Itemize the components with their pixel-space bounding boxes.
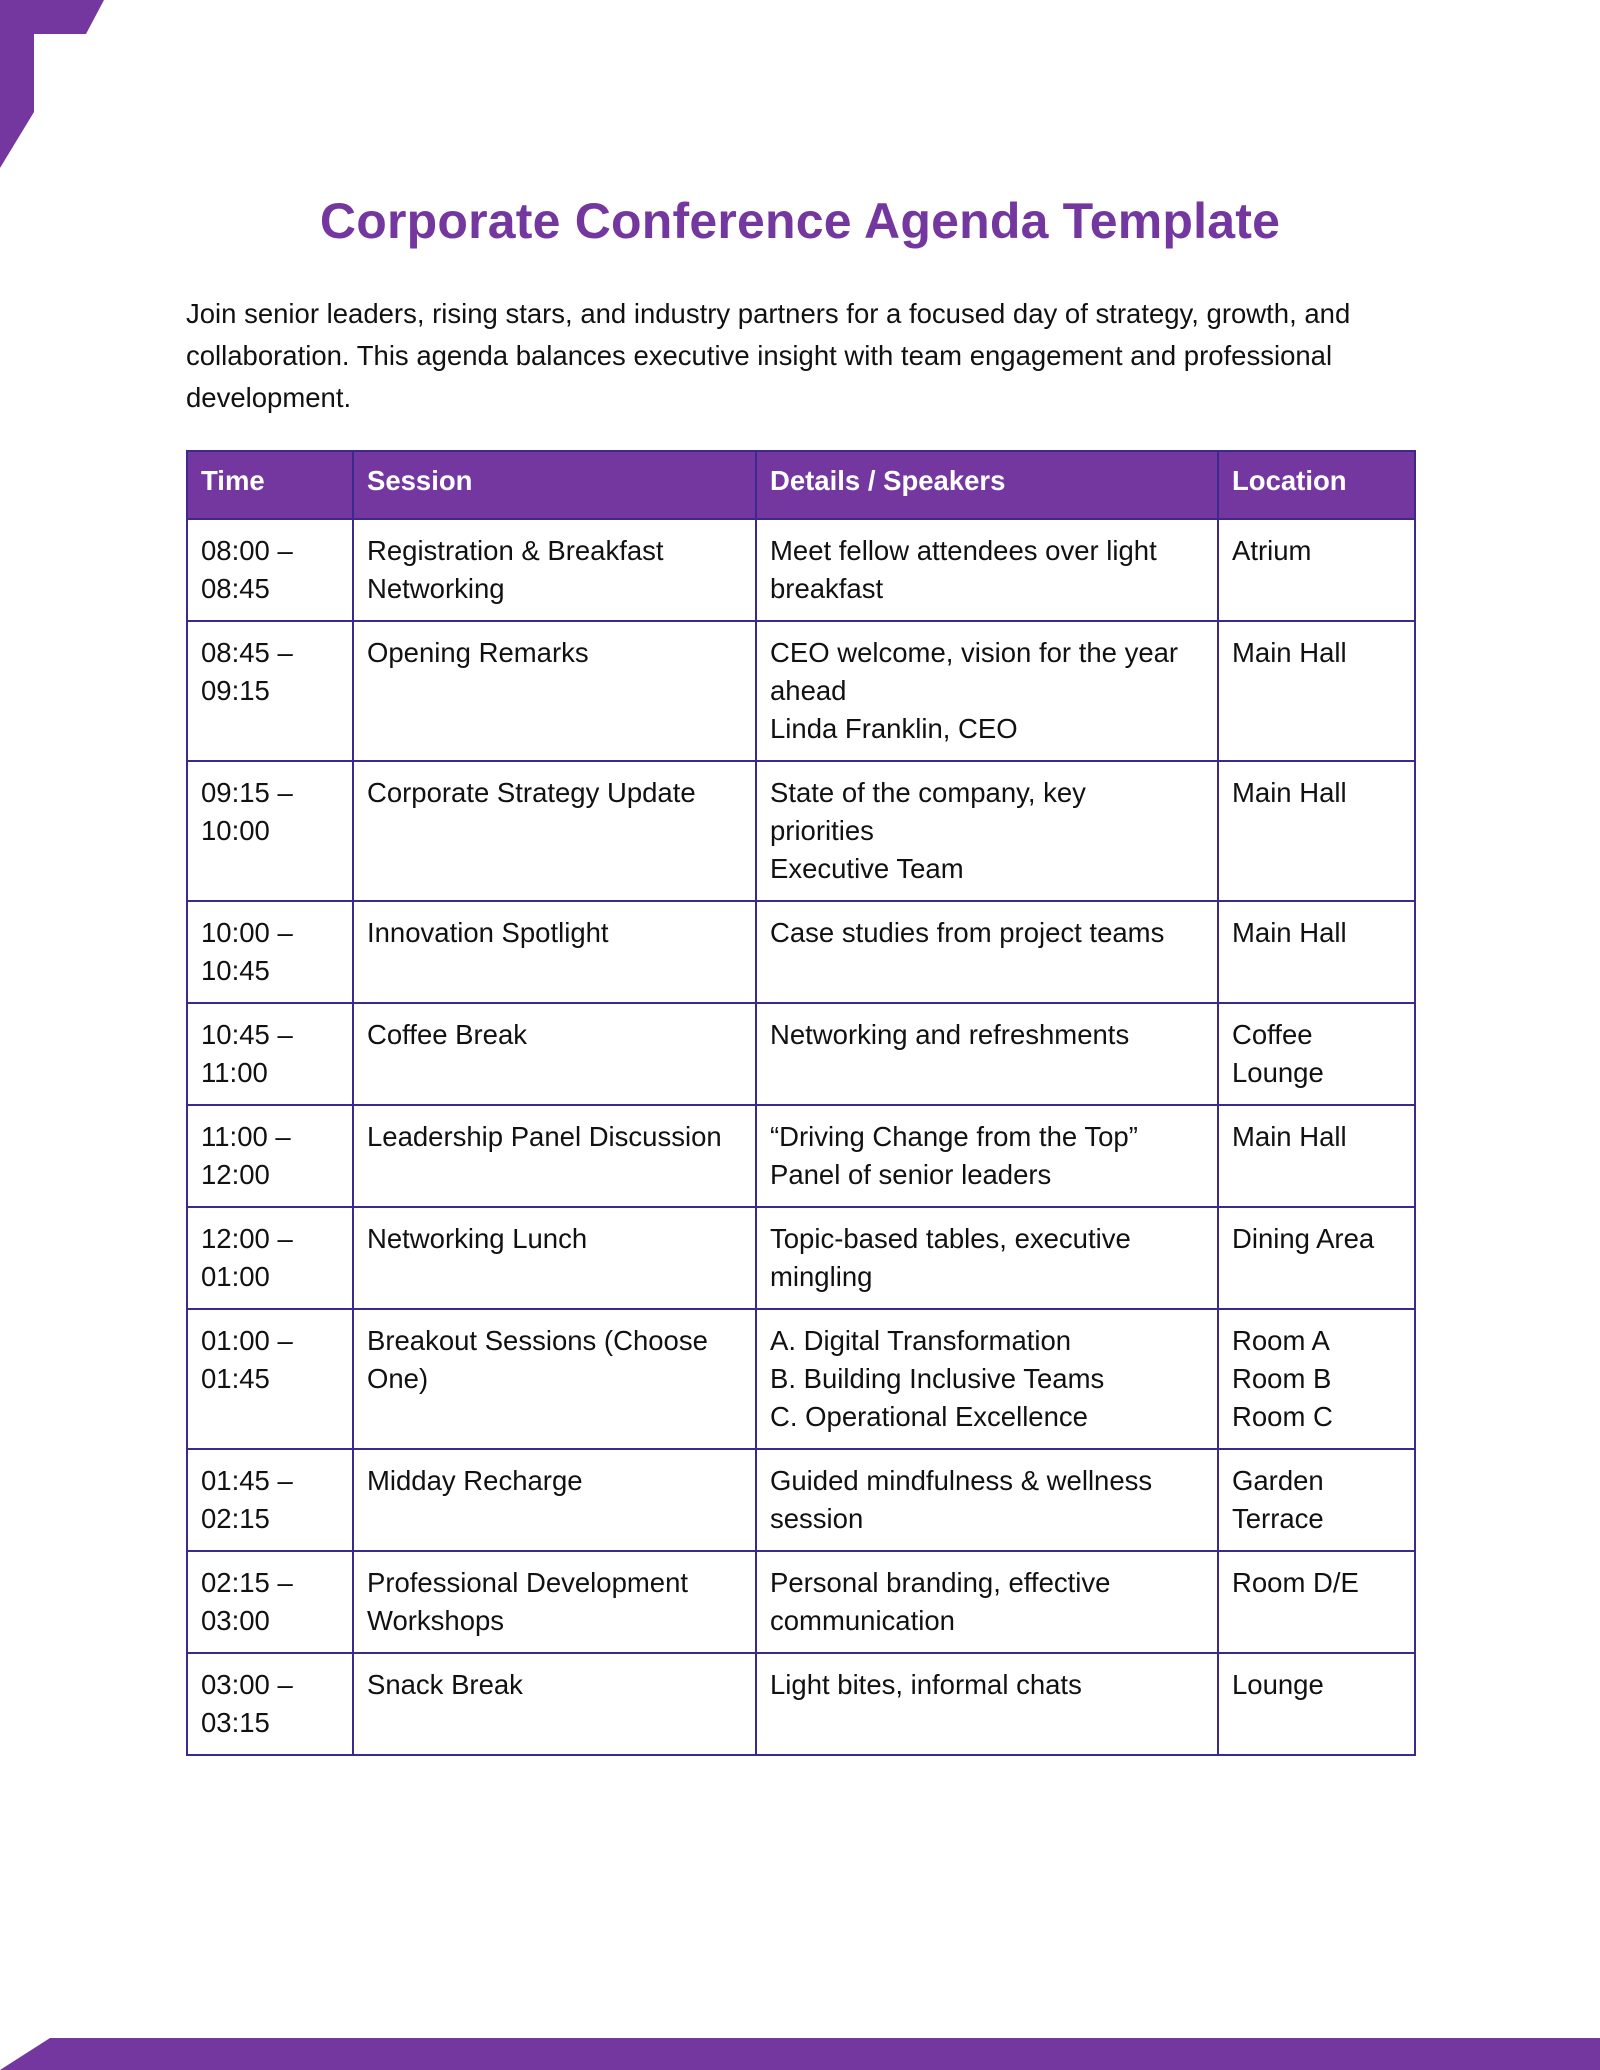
time-line: 01:45 <box>201 1363 270 1394</box>
cell-time <box>187 761 353 901</box>
table-row <box>187 1551 1415 1653</box>
location-line: Room A <box>1232 1325 1330 1356</box>
session-line: Midday Recharge <box>367 1465 583 1496</box>
session-line: Networking <box>367 573 505 604</box>
cell-location <box>1218 1207 1415 1309</box>
location-line: Main Hall <box>1232 777 1347 808</box>
time-line: 10:45 – <box>201 1019 293 1050</box>
table-header-row <box>187 451 1415 519</box>
time-line: 03:00 – <box>201 1669 293 1700</box>
cell-location <box>1218 1003 1415 1105</box>
table-row <box>187 1309 1415 1449</box>
cell-location <box>1218 761 1415 901</box>
time-line: 08:45 <box>201 573 270 604</box>
session-line: One) <box>367 1363 429 1394</box>
details-line: CEO welcome, vision for the year <box>770 637 1179 668</box>
page-title: Corporate Conference Agenda Template <box>319 193 1281 249</box>
time-line: 12:00 <box>201 1159 270 1190</box>
details-line: State of the company, key <box>770 777 1086 808</box>
cell-time <box>187 1653 353 1755</box>
cell-time <box>187 901 353 1003</box>
details-line: Networking and refreshments <box>770 1019 1130 1050</box>
cell-time <box>187 1551 353 1653</box>
cell-details <box>756 1207 1218 1309</box>
cell-details <box>756 1653 1218 1755</box>
details-line: “Driving Change from the Top” <box>770 1121 1138 1152</box>
details-line: Guided mindfulness & wellness <box>770 1465 1153 1496</box>
time-line: 03:00 <box>201 1605 270 1636</box>
session-line: Opening Remarks <box>367 637 589 668</box>
details-line: mingling <box>770 1261 873 1292</box>
cell-location <box>1218 1309 1415 1449</box>
cell-details <box>756 761 1218 901</box>
details-line: Linda Franklin, CEO <box>770 713 1018 744</box>
details-line: A. Digital Transformation <box>770 1325 1072 1356</box>
location-line: Main Hall <box>1232 637 1347 668</box>
bottom-bar-decoration <box>0 2038 1600 2070</box>
details-line: Light bites, informal chats <box>770 1669 1082 1700</box>
session-line: Corporate Strategy Update <box>367 777 696 808</box>
cell-location <box>1218 1551 1415 1653</box>
table-row <box>187 621 1415 761</box>
cell-time <box>187 1105 353 1207</box>
cell-details <box>756 1449 1218 1551</box>
cell-time <box>187 621 353 761</box>
details-line: ahead <box>770 675 847 706</box>
cell-time <box>187 1309 353 1449</box>
time-line: 08:00 – <box>201 535 293 566</box>
table-row <box>187 1207 1415 1309</box>
cell-session <box>353 901 756 1003</box>
time-line: 09:15 <box>201 675 270 706</box>
session-line: Innovation Spotlight <box>367 917 609 948</box>
details-line: Topic-based tables, executive <box>770 1223 1131 1254</box>
details-line: Meet fellow attendees over light <box>770 535 1157 566</box>
agenda-table <box>186 450 1416 1756</box>
time-line: 10:00 – <box>201 917 293 948</box>
details-line: Case studies from project teams <box>770 917 1165 948</box>
cell-details <box>756 1309 1218 1449</box>
cell-details <box>756 901 1218 1003</box>
cell-session <box>353 621 756 761</box>
location-line: Lounge <box>1232 1669 1324 1700</box>
header-session: Session <box>353 451 756 519</box>
cell-session <box>353 1551 756 1653</box>
time-line: 08:45 – <box>201 637 293 668</box>
intro-paragraph: Join senior leaders, rising stars, and industry partners for a focused day of strategy, growth, and collaboration. This agenda balances executive insight with team engagement and professional development. <box>186 298 1351 413</box>
cell-session <box>353 519 756 621</box>
cell-time <box>187 519 353 621</box>
location-line: Room C <box>1232 1401 1333 1432</box>
cell-session <box>353 1003 756 1105</box>
details-line: priorities <box>770 815 874 846</box>
session-line: Leadership Panel Discussion <box>367 1121 722 1152</box>
cell-details <box>756 519 1218 621</box>
cell-location <box>1218 1105 1415 1207</box>
cell-details <box>756 621 1218 761</box>
time-line: 02:15 <box>201 1503 270 1534</box>
time-line: 11:00 – <box>201 1121 291 1152</box>
time-line: 02:15 – <box>201 1567 293 1598</box>
table-row <box>187 901 1415 1003</box>
table-row <box>187 761 1415 901</box>
cell-session <box>353 1449 756 1551</box>
cell-location <box>1218 1653 1415 1755</box>
agenda-body <box>187 519 1415 1755</box>
cell-details <box>756 1105 1218 1207</box>
cell-session <box>353 1207 756 1309</box>
table-row <box>187 1653 1415 1755</box>
time-line: 03:15 <box>201 1707 270 1738</box>
time-line: 11:00 <box>201 1057 268 1088</box>
table-row <box>187 519 1415 621</box>
location-line: Garden <box>1232 1465 1324 1496</box>
header-location: Location <box>1218 451 1415 519</box>
cell-location <box>1218 519 1415 621</box>
session-line: Workshops <box>367 1605 505 1636</box>
time-line: 01:45 – <box>201 1465 293 1496</box>
time-line: 09:15 – <box>201 777 293 808</box>
cell-details <box>756 1551 1218 1653</box>
cell-session <box>353 1309 756 1449</box>
time-line: 10:45 <box>201 955 270 986</box>
cell-session <box>353 1105 756 1207</box>
location-line: Coffee <box>1232 1019 1313 1050</box>
session-line: Registration & Breakfast <box>367 535 664 566</box>
details-line: breakfast <box>770 573 884 604</box>
session-line: Networking Lunch <box>367 1223 588 1254</box>
session-line: Breakout Sessions (Choose <box>367 1325 708 1356</box>
session-line: Professional Development <box>367 1567 689 1598</box>
table-row <box>187 1003 1415 1105</box>
details-line: C. Operational Excellence <box>770 1401 1088 1432</box>
cell-location <box>1218 1449 1415 1551</box>
time-line: 01:00 – <box>201 1325 293 1356</box>
location-line: Main Hall <box>1232 917 1347 948</box>
header-details: Details / Speakers <box>756 451 1218 519</box>
details-line: communication <box>770 1605 955 1636</box>
details-line: B. Building Inclusive Teams <box>770 1363 1105 1394</box>
cell-time <box>187 1449 353 1551</box>
details-line: Panel of senior leaders <box>770 1159 1052 1190</box>
location-line: Lounge <box>1232 1057 1324 1088</box>
cell-location <box>1218 621 1415 761</box>
header-time: Time <box>187 451 353 519</box>
cell-session <box>353 1653 756 1755</box>
table-row <box>187 1449 1415 1551</box>
details-line: Executive Team <box>770 853 964 884</box>
session-line: Coffee Break <box>367 1019 528 1050</box>
location-line: Dining Area <box>1232 1223 1375 1254</box>
time-line: 12:00 – <box>201 1223 293 1254</box>
cell-location <box>1218 901 1415 1003</box>
table-row <box>187 1105 1415 1207</box>
location-line: Atrium <box>1232 535 1312 566</box>
cell-details <box>756 1003 1218 1105</box>
corner-decoration <box>0 0 104 168</box>
cell-session <box>353 761 756 901</box>
cell-time <box>187 1003 353 1105</box>
cell-time <box>187 1207 353 1309</box>
location-line: Terrace <box>1232 1503 1324 1534</box>
location-line: Main Hall <box>1232 1121 1347 1152</box>
location-line: Room D/E <box>1232 1567 1359 1598</box>
details-line: Personal branding, effective <box>770 1567 1111 1598</box>
time-line: 01:00 <box>201 1261 270 1292</box>
session-line: Snack Break <box>367 1669 523 1700</box>
details-line: session <box>770 1503 864 1534</box>
time-line: 10:00 <box>201 815 270 846</box>
location-line: Room B <box>1232 1363 1332 1394</box>
